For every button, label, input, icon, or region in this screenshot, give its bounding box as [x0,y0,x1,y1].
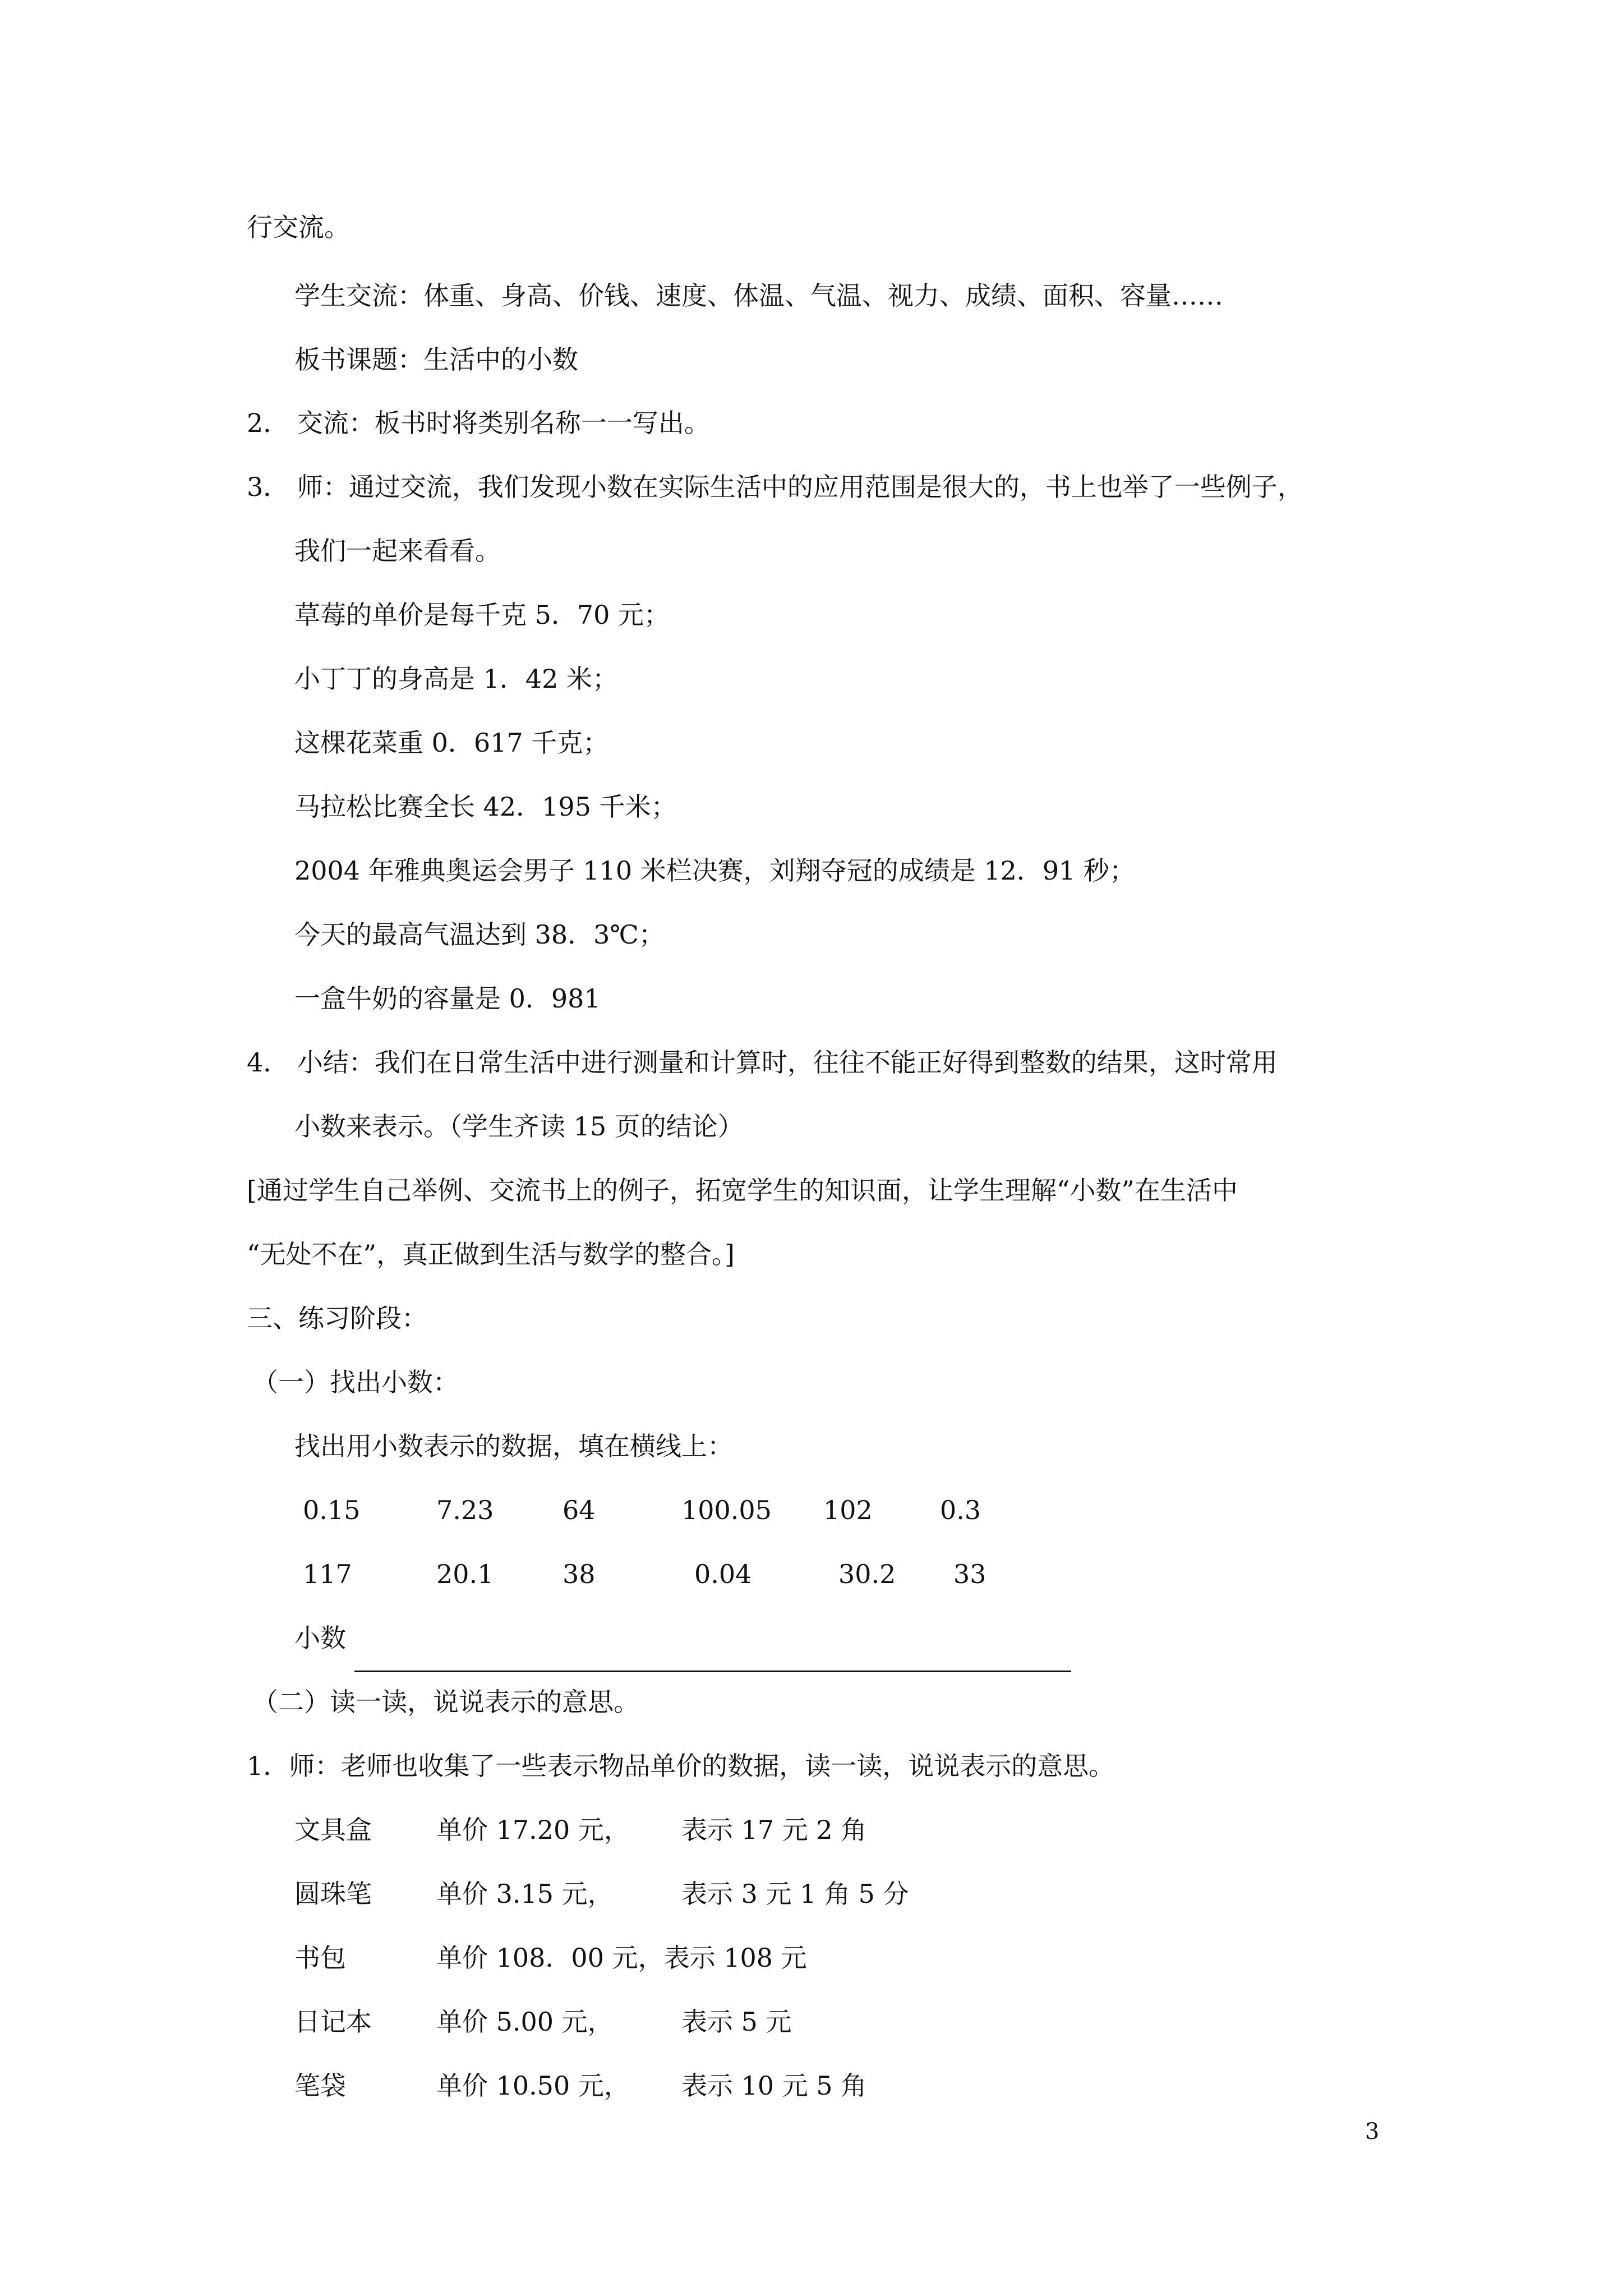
list-item-4: 4． 小结：我们在日常生活中进行测量和计算时，往往不能正好得到整数的结果，这时常用 [247,1047,1278,1078]
number-cell: 20.1 [436,1559,494,1589]
example-line: 这棵花菜重 0．617 千克； [294,728,609,758]
design-note: “无处不在”，真正做到生活与数学的整合。] [247,1239,735,1269]
example-line: 一盒牛奶的容量是 0．981 [294,983,601,1014]
list-item-1: 1．师：老师也收集了一些表示物品单价的数据，读一读，说说表示的意思。 [247,1751,1115,1781]
item-name: 文具盒 [294,1815,372,1845]
item-price: 单价 108．00 元，表示 108 元 [436,1943,807,1973]
number-cell: 117 [303,1559,352,1589]
item-price: 单价 3.15 元， [436,1879,614,1909]
number-cell: 0.04 [694,1559,752,1589]
number-cell: 38 [562,1559,596,1589]
item-name: 笔袋 [294,2070,346,2101]
item-meaning: 表示 3 元 1 角 5 分 [681,1879,909,1909]
list-item-3: 3． 师：通过交流，我们发现小数在实际生活中的应用范围是很大的，书上也举了一些例子， [247,472,1303,502]
item-meaning: 表示 5 元 [681,2007,792,2037]
item-name: 圆珠笔 [294,1879,372,1909]
number-cell: 64 [562,1495,596,1525]
design-note: [通过学生自己举例、交流书上的例子，拓宽学生的知识面，让学生理解“小数”在生活中 [247,1175,1238,1205]
example-line: 草莓的单价是每千克 5．70 元； [294,600,670,630]
number-cell: 100.05 [681,1495,772,1525]
number-cell: 102 [823,1495,873,1525]
text-line: 我们一起来看看。 [294,536,501,566]
item-price: 单价 5.00 元， [436,2007,614,2037]
item-name: 书包 [294,1943,346,1973]
number-cell: 0.15 [303,1495,361,1525]
number-cell: 0.3 [940,1495,981,1525]
text-line: 学生交流：体重、身高、价钱、速度、体温、气温、视力、成绩、面积、容量…… [294,280,1223,311]
example-line: 2004 年雅典奥运会男子 110 米栏决赛，刘翔夺冠的成绩是 12．91 秒； [294,855,1136,886]
section-heading: 三、练习阶段： [247,1303,427,1333]
item-name: 日记本 [294,2007,372,2037]
subsection-heading: （一）找出小数： [252,1367,459,1397]
item-price: 单价 10.50 元， [436,2070,630,2101]
item-meaning: 表示 17 元 2 角 [681,1815,867,1845]
example-line: 马拉松比赛全长 42．195 千米； [294,792,677,822]
example-line: 今天的最高气温达到 38．3℃； [294,919,665,950]
subsection-heading: （二）读一读，说说表示的意思。 [252,1687,639,1717]
item-price: 单价 17.20 元， [436,1815,630,1845]
text-line: 小数来表示。（学生齐读 15 页的结论） [294,1111,744,1142]
instruction-line: 找出用小数表示的数据，填在横线上： [294,1431,733,1461]
number-cell: 30.2 [838,1559,896,1589]
number-cell: 33 [953,1559,986,1589]
list-item-2: 2． 交流：板书时将类别名称一一写出。 [247,408,710,438]
text-line: 行交流。 [247,212,350,242]
page-number: 3 [1365,2119,1380,2145]
item-meaning: 表示 10 元 5 角 [681,2070,867,2101]
answer-label: 小数 [294,1623,346,1653]
example-line: 小丁丁的身高是 1．42 米； [294,664,619,694]
number-cell: 7.23 [436,1495,494,1525]
text-line: 板书课题：生活中的小数 [294,344,578,375]
answer-blank-line [354,1671,1071,1672]
